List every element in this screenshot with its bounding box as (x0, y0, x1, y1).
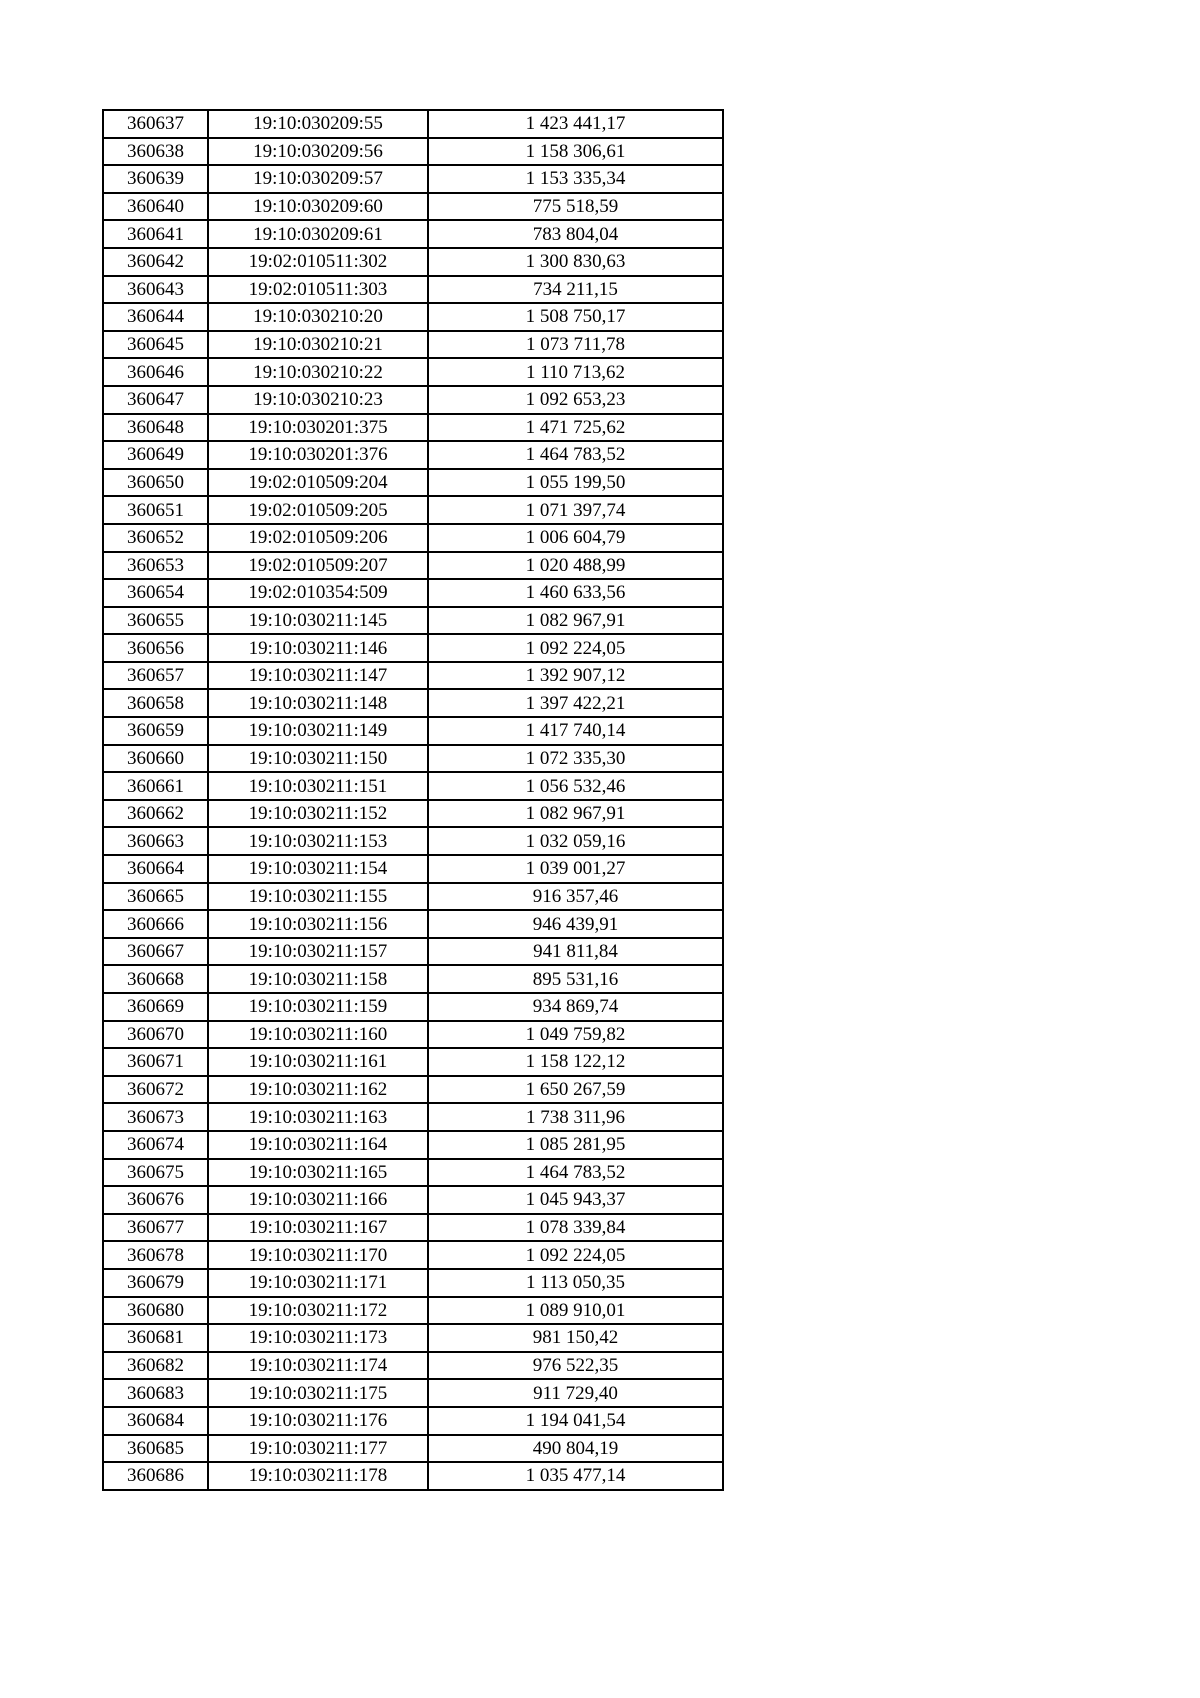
cadastral-number-cell: 19:10:030211:170 (208, 1241, 428, 1269)
cadastral-number-cell: 19:10:030209:55 (208, 110, 428, 138)
row-number-cell: 360644 (103, 303, 208, 331)
table-row (103, 772, 723, 800)
cadastral-number-cell: 19:10:030209:60 (208, 193, 428, 221)
cadastral-number-cell: 19:10:030211:149 (208, 717, 428, 745)
cadastral-number-cell: 19:02:010354:509 (208, 579, 428, 607)
value-cell: 1 072 335,30 (428, 745, 723, 773)
table-row (103, 883, 723, 911)
value-cell: 1 055 199,50 (428, 469, 723, 497)
cadastral-number-cell: 19:10:030210:23 (208, 386, 428, 414)
row-number-cell: 360662 (103, 800, 208, 828)
cadastral-number-cell: 19:10:030211:162 (208, 1076, 428, 1104)
table-row (103, 358, 723, 386)
value-cell: 1 082 967,91 (428, 800, 723, 828)
row-number-cell: 360638 (103, 138, 208, 166)
row-number-cell: 360667 (103, 938, 208, 966)
row-number-cell: 360637 (103, 110, 208, 138)
row-number-cell: 360670 (103, 1021, 208, 1049)
table-row (103, 193, 723, 221)
row-number-cell: 360663 (103, 827, 208, 855)
cadastral-number-cell: 19:10:030211:165 (208, 1159, 428, 1187)
row-number-cell: 360652 (103, 524, 208, 552)
table-row (103, 1407, 723, 1435)
row-number-cell: 360655 (103, 607, 208, 635)
value-cell: 1 092 224,05 (428, 1241, 723, 1269)
value-cell: 1 194 041,54 (428, 1407, 723, 1435)
table-row (103, 386, 723, 414)
value-cell: 1 392 907,12 (428, 662, 723, 690)
value-cell: 1 508 750,17 (428, 303, 723, 331)
row-number-cell: 360640 (103, 193, 208, 221)
cadastral-number-cell: 19:10:030211:166 (208, 1186, 428, 1214)
value-cell: 1 158 306,61 (428, 138, 723, 166)
row-number-cell: 360673 (103, 1103, 208, 1131)
value-cell: 1 085 281,95 (428, 1131, 723, 1159)
row-number-cell: 360665 (103, 883, 208, 911)
value-cell: 1 650 267,59 (428, 1076, 723, 1104)
row-number-cell: 360676 (103, 1186, 208, 1214)
table-row (103, 276, 723, 304)
table-row (103, 1103, 723, 1131)
cadastral-number-cell: 19:10:030211:175 (208, 1379, 428, 1407)
cadastral-number-cell: 19:10:030211:167 (208, 1214, 428, 1242)
row-number-cell: 360645 (103, 331, 208, 359)
table-body (103, 110, 723, 1490)
cadastral-number-cell: 19:10:030211:148 (208, 689, 428, 717)
cadastral-number-cell: 19:10:030209:57 (208, 165, 428, 193)
table-row (103, 607, 723, 635)
table-row (103, 579, 723, 607)
value-cell: 1 423 441,17 (428, 110, 723, 138)
cadastral-number-cell: 19:10:030211:155 (208, 883, 428, 911)
row-number-cell: 360661 (103, 772, 208, 800)
table-row (103, 165, 723, 193)
row-number-cell: 360643 (103, 276, 208, 304)
row-number-cell: 360649 (103, 441, 208, 469)
value-cell: 490 804,19 (428, 1435, 723, 1463)
cadastral-number-cell: 19:10:030201:375 (208, 414, 428, 442)
table-row (103, 662, 723, 690)
cadastral-number-cell: 19:10:030211:156 (208, 910, 428, 938)
cadastral-number-cell: 19:10:030211:172 (208, 1297, 428, 1325)
table-row (103, 1048, 723, 1076)
row-number-cell: 360669 (103, 993, 208, 1021)
table-row (103, 800, 723, 828)
row-number-cell: 360666 (103, 910, 208, 938)
value-cell: 1 020 488,99 (428, 552, 723, 580)
table-row (103, 1076, 723, 1104)
value-cell: 1 417 740,14 (428, 717, 723, 745)
cadastral-number-cell: 19:10:030211:178 (208, 1462, 428, 1490)
row-number-cell: 360659 (103, 717, 208, 745)
value-cell: 911 729,40 (428, 1379, 723, 1407)
cadastral-number-cell: 19:10:030209:56 (208, 138, 428, 166)
table-row (103, 745, 723, 773)
table-row (103, 1297, 723, 1325)
row-number-cell: 360664 (103, 855, 208, 883)
row-number-cell: 360658 (103, 689, 208, 717)
cadastral-number-cell: 19:10:030211:164 (208, 1131, 428, 1159)
row-number-cell: 360648 (103, 414, 208, 442)
cadastral-number-cell: 19:10:030210:21 (208, 331, 428, 359)
table-row (103, 634, 723, 662)
table-row (103, 965, 723, 993)
value-cell: 976 522,35 (428, 1352, 723, 1380)
table-row (103, 469, 723, 497)
cadastral-number-cell: 19:10:030210:20 (208, 303, 428, 331)
table-row (103, 220, 723, 248)
value-cell: 934 869,74 (428, 993, 723, 1021)
table-row (103, 524, 723, 552)
row-number-cell: 360647 (103, 386, 208, 414)
table-row (103, 1214, 723, 1242)
value-cell: 1 073 711,78 (428, 331, 723, 359)
cadastral-number-cell: 19:10:030211:177 (208, 1435, 428, 1463)
cadastral-number-cell: 19:10:030201:376 (208, 441, 428, 469)
table-row (103, 689, 723, 717)
value-cell: 941 811,84 (428, 938, 723, 966)
row-number-cell: 360681 (103, 1324, 208, 1352)
table-row (103, 910, 723, 938)
cadastral-number-cell: 19:10:030209:61 (208, 220, 428, 248)
row-number-cell: 360671 (103, 1048, 208, 1076)
row-number-cell: 360683 (103, 1379, 208, 1407)
value-cell: 783 804,04 (428, 220, 723, 248)
row-number-cell: 360650 (103, 469, 208, 497)
table-row (103, 1159, 723, 1187)
table-row (103, 1462, 723, 1490)
cadastral-number-cell: 19:10:030211:153 (208, 827, 428, 855)
value-cell: 1 738 311,96 (428, 1103, 723, 1131)
table-row (103, 993, 723, 1021)
table-row (103, 1352, 723, 1380)
cadastral-number-cell: 19:02:010509:206 (208, 524, 428, 552)
cadastral-number-cell: 19:02:010509:205 (208, 496, 428, 524)
value-cell: 1 110 713,62 (428, 358, 723, 386)
table-row (103, 414, 723, 442)
row-number-cell: 360680 (103, 1297, 208, 1325)
table-row (103, 717, 723, 745)
table-row (103, 441, 723, 469)
cadastral-number-cell: 19:10:030210:22 (208, 358, 428, 386)
value-cell: 916 357,46 (428, 883, 723, 911)
cadastral-number-cell: 19:02:010511:302 (208, 248, 428, 276)
row-number-cell: 360686 (103, 1462, 208, 1490)
value-cell: 1 092 224,05 (428, 634, 723, 662)
cadastral-number-cell: 19:10:030211:176 (208, 1407, 428, 1435)
value-cell: 1 397 422,21 (428, 689, 723, 717)
value-cell: 1 113 050,35 (428, 1269, 723, 1297)
value-cell: 775 518,59 (428, 193, 723, 221)
value-cell: 734 211,15 (428, 276, 723, 304)
cadastral-number-cell: 19:02:010509:207 (208, 552, 428, 580)
table-row (103, 1324, 723, 1352)
row-number-cell: 360674 (103, 1131, 208, 1159)
cadastral-number-cell: 19:02:010511:303 (208, 276, 428, 304)
row-number-cell: 360657 (103, 662, 208, 690)
table-row (103, 1269, 723, 1297)
row-number-cell: 360656 (103, 634, 208, 662)
value-cell: 1 471 725,62 (428, 414, 723, 442)
value-cell: 1 092 653,23 (428, 386, 723, 414)
cadastral-number-cell: 19:10:030211:150 (208, 745, 428, 773)
row-number-cell: 360684 (103, 1407, 208, 1435)
cadastral-number-cell: 19:02:010509:204 (208, 469, 428, 497)
value-cell: 895 531,16 (428, 965, 723, 993)
value-cell: 1 082 967,91 (428, 607, 723, 635)
table-row (103, 1241, 723, 1269)
table-row (103, 938, 723, 966)
cadastral-number-cell: 19:10:030211:145 (208, 607, 428, 635)
row-number-cell: 360682 (103, 1352, 208, 1380)
row-number-cell: 360668 (103, 965, 208, 993)
value-cell: 1 464 783,52 (428, 441, 723, 469)
table-row (103, 138, 723, 166)
value-cell: 1 460 633,56 (428, 579, 723, 607)
table-row (103, 1435, 723, 1463)
row-number-cell: 360641 (103, 220, 208, 248)
value-cell: 1 039 001,27 (428, 855, 723, 883)
row-number-cell: 360653 (103, 552, 208, 580)
cadastral-number-cell: 19:10:030211:161 (208, 1048, 428, 1076)
cadastral-number-cell: 19:10:030211:163 (208, 1103, 428, 1131)
table-row (103, 552, 723, 580)
value-cell: 1 153 335,34 (428, 165, 723, 193)
row-number-cell: 360646 (103, 358, 208, 386)
row-number-cell: 360651 (103, 496, 208, 524)
value-cell: 1 045 943,37 (428, 1186, 723, 1214)
cadastral-number-cell: 19:10:030211:157 (208, 938, 428, 966)
cadastral-number-cell: 19:10:030211:154 (208, 855, 428, 883)
table-row (103, 303, 723, 331)
value-cell: 1 049 759,82 (428, 1021, 723, 1049)
row-number-cell: 360642 (103, 248, 208, 276)
row-number-cell: 360672 (103, 1076, 208, 1104)
value-cell: 1 158 122,12 (428, 1048, 723, 1076)
value-cell: 1 032 059,16 (428, 827, 723, 855)
cadastral-number-cell: 19:10:030211:152 (208, 800, 428, 828)
cadastral-number-cell: 19:10:030211:146 (208, 634, 428, 662)
cadastral-number-cell: 19:10:030211:147 (208, 662, 428, 690)
row-number-cell: 360677 (103, 1214, 208, 1242)
row-number-cell: 360654 (103, 579, 208, 607)
value-cell: 1 035 477,14 (428, 1462, 723, 1490)
row-number-cell: 360679 (103, 1269, 208, 1297)
value-cell: 946 439,91 (428, 910, 723, 938)
row-number-cell: 360639 (103, 165, 208, 193)
table-row (103, 496, 723, 524)
table-row (103, 110, 723, 138)
value-cell: 1 300 830,63 (428, 248, 723, 276)
cadastral-number-cell: 19:10:030211:158 (208, 965, 428, 993)
table-row (103, 1131, 723, 1159)
table-row (103, 1186, 723, 1214)
cadastral-number-cell: 19:10:030211:159 (208, 993, 428, 1021)
cadastral-number-cell: 19:10:030211:174 (208, 1352, 428, 1380)
table-row (103, 855, 723, 883)
value-cell: 1 006 604,79 (428, 524, 723, 552)
row-number-cell: 360660 (103, 745, 208, 773)
value-cell: 1 464 783,52 (428, 1159, 723, 1187)
row-number-cell: 360678 (103, 1241, 208, 1269)
cadastral-number-cell: 19:10:030211:160 (208, 1021, 428, 1049)
cadastral-number-cell: 19:10:030211:171 (208, 1269, 428, 1297)
cadastral-number-cell: 19:10:030211:173 (208, 1324, 428, 1352)
value-cell: 1 056 532,46 (428, 772, 723, 800)
cadastral-number-cell: 19:10:030211:151 (208, 772, 428, 800)
table-row (103, 1379, 723, 1407)
table-row (103, 248, 723, 276)
table-row (103, 827, 723, 855)
table-row (103, 331, 723, 359)
data-table (102, 109, 724, 1491)
value-cell: 1 078 339,84 (428, 1214, 723, 1242)
row-number-cell: 360685 (103, 1435, 208, 1463)
value-cell: 1 089 910,01 (428, 1297, 723, 1325)
table-row (103, 1021, 723, 1049)
value-cell: 981 150,42 (428, 1324, 723, 1352)
row-number-cell: 360675 (103, 1159, 208, 1187)
value-cell: 1 071 397,74 (428, 496, 723, 524)
